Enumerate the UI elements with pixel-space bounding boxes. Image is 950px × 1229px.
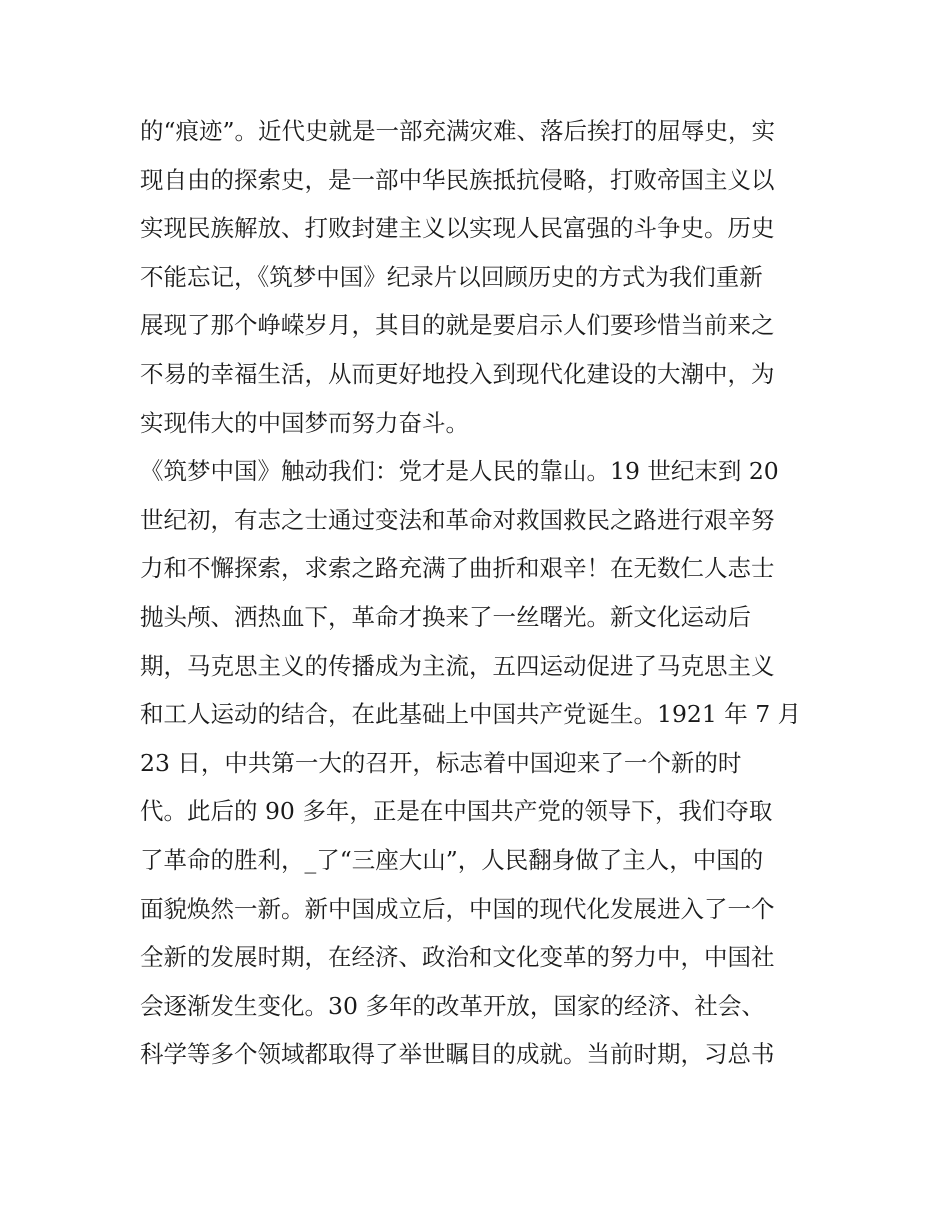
text-line: 期，马克思主义的传播成为主流，五四运动促进了马克思主义 bbox=[140, 651, 775, 680]
text-line: 了革命的胜利，_了“三座大山”，人民翻身做了主人，中国的 bbox=[140, 845, 764, 874]
text-line: 不易的幸福生活，从而更好地投入到现代化建设的大潮中，为 bbox=[140, 359, 775, 388]
text-line: 展现了那个峥嵘岁月，其目的就是要启示人们要珍惜当前来之 bbox=[140, 311, 775, 340]
text-line: 现自由的探索史，是一部中华民族抵抗侵略，打败帝国主义以 bbox=[140, 165, 775, 194]
text-line: 面貌焕然一新。新中国成立后，中国的现代化发展进入了一个 bbox=[140, 894, 775, 923]
text-line: 不能忘记，《筑梦中国》纪录片以回顾历史的方式为我们重新 bbox=[140, 262, 763, 291]
text-line: 实现伟大的中国梦而努力奋斗。 bbox=[140, 408, 469, 437]
text-line: 世纪初，有志之士通过变法和革命对救国救民之路进行艰辛努 bbox=[140, 505, 775, 534]
document-body bbox=[140, 107, 820, 1079]
text-line: 抛头颅、洒热血下，革命才换来了一丝曙光。新文化运动后 bbox=[140, 602, 751, 631]
text-line: 科学等多个领域都取得了举世瞩目的成就。当前时期，习总书 bbox=[140, 1040, 775, 1069]
text-line: 全新的发展时期，在经济、政治和文化变革的努力中，中国社 bbox=[140, 943, 775, 972]
text-line: 《筑梦中国》触动我们：党才是人民的靠山。19 世纪末到 20 bbox=[140, 457, 779, 486]
text-line: 23 日，中共第一大的召开，标志着中国迎来了一个新的时 bbox=[140, 748, 742, 777]
text-line: 和工人运动的结合，在此基础上中国共产党诞生。1921 年 7 月 bbox=[140, 700, 802, 729]
text-line: 会逐渐发生变化。30 多年的改革开放，国家的经济、社会、 bbox=[140, 991, 765, 1020]
text-line: 实现民族解放、打败封建主义以实现人民富强的斗争史。历史 bbox=[140, 214, 775, 243]
text-line: 的“痕迹”。近代史就是一部充满灾难、落后挨打的屈辱史，实 bbox=[140, 117, 776, 145]
text-line: 代。此后的 90 多年，正是在中国共产党的领导下，我们夺取 bbox=[140, 797, 773, 826]
text-line: 力和不懈探索，求索之路充满了曲折和艰辛！在无数仁人志士 bbox=[140, 554, 775, 583]
